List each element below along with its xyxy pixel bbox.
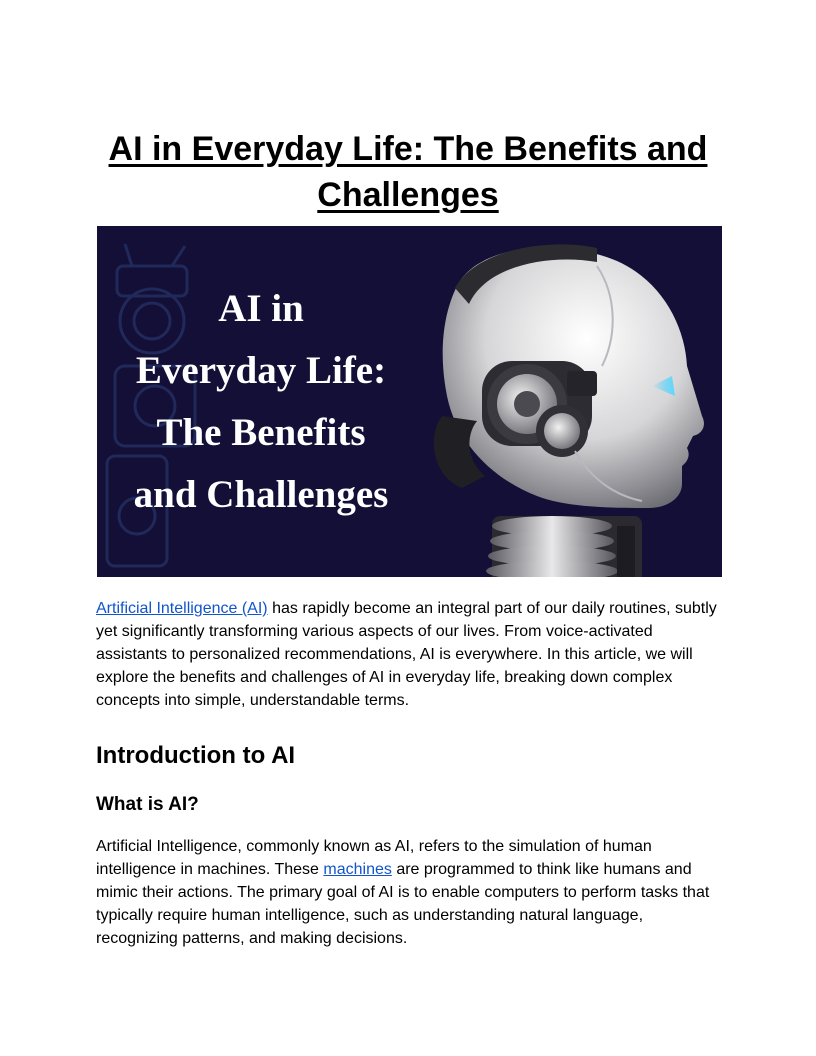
banner-title-line: AI in bbox=[218, 287, 304, 330]
section-heading: Introduction to AI bbox=[96, 742, 296, 769]
banner-title-line: The Benefits bbox=[156, 411, 366, 454]
intro-text: has rapidly become an integral part of our daily routines, subtly yet significantly transforming various aspects of our lives. From voice-activated assistants to personalized recommendations, AI is everywhere. In this article, we will explore the benefits and challenges of AI in everyday life, breaking down complex concepts into simple, understandable terms. bbox=[96, 600, 717, 709]
banner-title-line: and Challenges bbox=[133, 473, 389, 516]
subsection-heading: What is AI? bbox=[96, 794, 199, 815]
document-title: AI in Everyday Life: The Benefits and Challenges bbox=[108, 130, 708, 214]
neck-cables bbox=[486, 516, 642, 577]
intro-paragraph bbox=[96, 597, 726, 712]
banner-title-line: Everyday Life: bbox=[135, 349, 387, 392]
what-is-ai-paragraph bbox=[96, 835, 726, 950]
banner-title bbox=[111, 278, 411, 526]
what-is-ai-text-after: are programmed to think like humans and mimic their actions. The primary goal of AI is to enable computers to perform tasks that typically require human intelligence, such as understanding natural language, recognizing patterns, and making decisions. bbox=[96, 861, 710, 947]
what-is-ai-text-before: Artificial Intelligence, commonly known as AI, refers to the simulation of human intelligence in machines. These bbox=[96, 838, 652, 878]
machines-link[interactable]: machines bbox=[323, 861, 392, 878]
ai-link[interactable]: Artificial Intelligence (AI) bbox=[96, 600, 268, 617]
banner-image bbox=[97, 226, 722, 577]
